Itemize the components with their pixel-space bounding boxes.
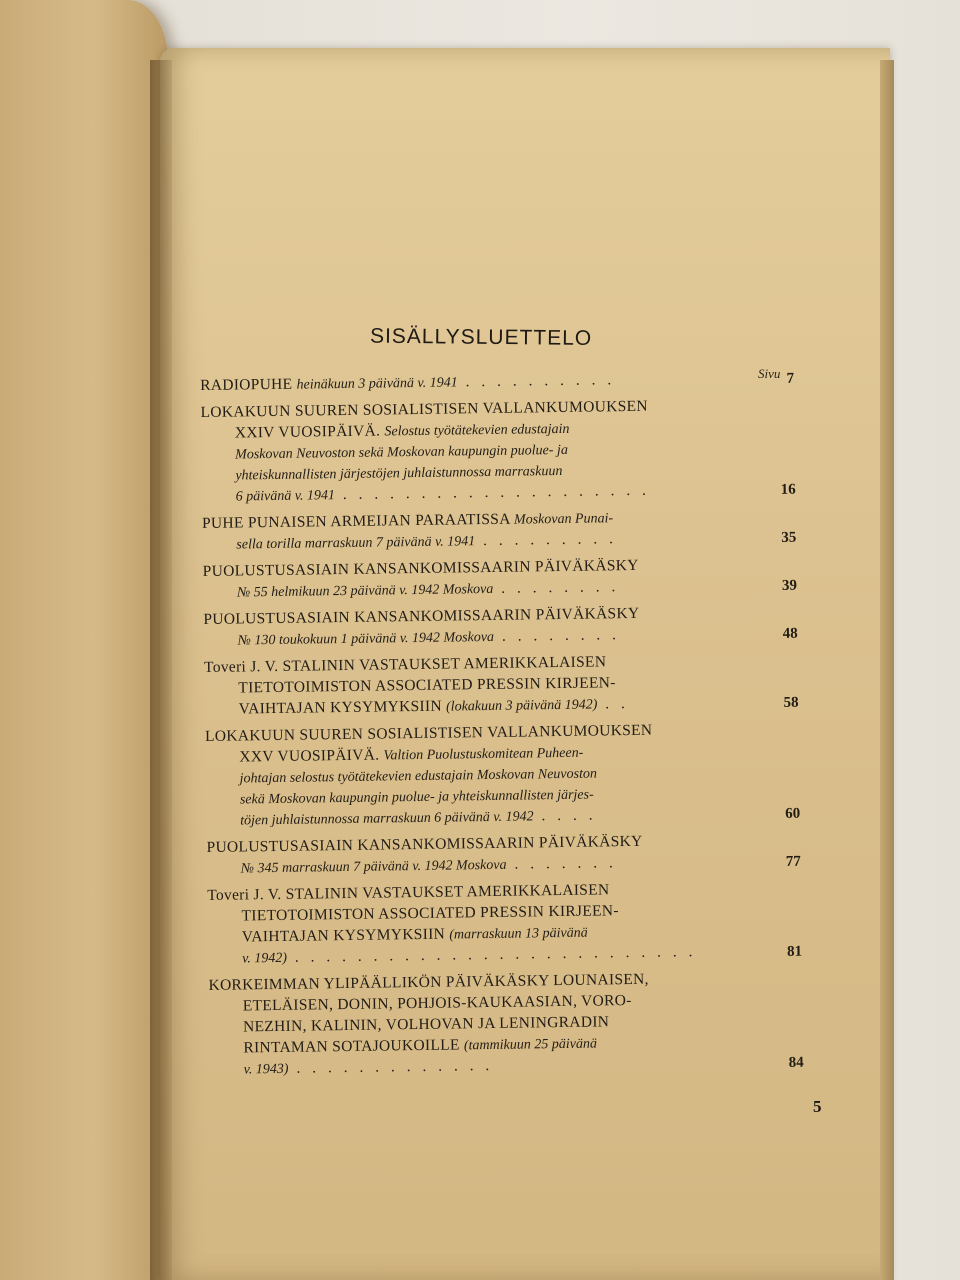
toc-entry-leader: . . . . . . . . — [493, 578, 620, 597]
toc-entry-page: 16 — [780, 481, 796, 498]
toc-entry-description: (marraskuun 13 päivänä — [449, 925, 588, 943]
toc-entry-description: Selostus työtätekevien edustajain — [384, 421, 570, 440]
page-number: 5 — [813, 1097, 822, 1116]
toc-entry-description: töjen juhlaistunnossa marraskuun 6 päivänä v. 1942 — [240, 809, 534, 829]
toc-entry-description: johtajan selostus työtätekevien edustajain Moskovan Neuvoston — [239, 766, 598, 787]
toc-entry-title: RADIOPUHE — [200, 375, 297, 394]
toc-entry-description: Valtion Puolustuskomitean Puheen- — [383, 745, 584, 764]
toc-entry-title: TIETOTOIMISTON ASSOCIATED PRESSIN KIRJEEN- — [238, 674, 616, 697]
toc-entry-page: 58 — [783, 694, 799, 711]
toc-entry-page: 39 — [781, 577, 798, 594]
toc-entry-description: 6 päivänä v. 1941 — [235, 488, 336, 505]
toc-entry-page: 77 — [785, 853, 801, 870]
toc-entry-leader: . . . . . . . . . . . . . . . . . . . . . . . . . . — [286, 943, 697, 966]
toc-entry-title: Toveri J. V. STALININ VASTAUKSET AMERIKKALAISEN — [203, 653, 607, 676]
toc-entry-title: RINTAMAN SOTAJOUKOILLE — [243, 1036, 465, 1057]
toc-entry-title: XXIV VUOSIPÄIVÄ. — [234, 422, 385, 442]
toc-entry-description: Moskovan Punai- — [513, 511, 614, 528]
toc-entry-description: (tammikuun 25 päivänä — [463, 1036, 598, 1054]
toc-entry-leader: . . . . . . . . . . — [457, 371, 616, 391]
toc-entry — [207, 878, 808, 970]
toc-entry-title: XXV VUOSIPÄIVÄ. — [239, 746, 384, 766]
toc-entry-page: 48 — [782, 625, 798, 642]
toc-entry-description: № 345 marraskuun 7 päivänä v. 1942 Moskova — [240, 857, 507, 877]
toc-entry — [204, 650, 805, 721]
toc-entry-description: sekä Moskovan kaupungin puolue- ja yhteiskunnallisten järjes- — [239, 787, 594, 808]
toc-entry-title: PUOLUSTUSASIAIN KANSANKOMISSAARIN PÄIVÄKÄSKY — [203, 604, 640, 628]
toc-entry-title: VAIHTAJAN KYSYMYKSIIN — [241, 925, 450, 946]
toc-entry-leader: . . . . — [533, 806, 597, 825]
toc-entry-page: 81 — [786, 943, 803, 960]
toc-entry-title: Toveri J. V. STALININ VASTAUKSET AMERIKKALAISEN — [207, 881, 610, 904]
toc-entry-title: TIETOTOIMISTON ASSOCIATED PRESSIN KIRJEEN- — [241, 902, 619, 925]
toc-entry-leader: . . . . . . . . . . . . . — [288, 1056, 494, 1077]
left-page — [0, 0, 168, 1280]
toc-entry-description: sella torilla marraskuun 7 päivänä v. 1941 — [236, 534, 476, 553]
toc-entry — [200, 395, 801, 508]
toc-entry-description: yhteiskunnallisten järjestöjen juhlaistunnossa marraskuun — [235, 463, 563, 484]
toc-entry-title: KORKEIMMAN YLIPÄÄLLIKÖN PÄIVÄKÄSKY LOUNAISEN, — [208, 970, 649, 994]
page-column-label: Sivu — [758, 366, 781, 381]
page-title: SISÄLLYSLUETTELO — [369, 324, 593, 350]
toc-entry-title: VAIHTAJAN KYSYMYKSIIN — [238, 697, 447, 718]
toc-entry — [205, 719, 806, 832]
page-edge — [880, 60, 894, 1280]
toc-entry-page: 60 — [785, 805, 801, 822]
toc-entry-leader: . . . . . . . . . — [475, 530, 618, 550]
toc-entry — [203, 602, 804, 652]
toc-entry-title: ETELÄISEN, DONIN, POHJOIS-KAUKAASIAN, VORO- — [242, 992, 632, 1015]
toc-entry-description: v. 1942) — [242, 950, 288, 967]
toc-entry-leader: . . . . . . . . . . . . . . . . . . . . — [334, 481, 651, 504]
toc-entry-description: Moskovan Neuvoston sekä Moskovan kaupungin puolue- ja — [235, 442, 569, 463]
toc-entry — [203, 554, 804, 604]
toc-entry — [202, 506, 803, 556]
toc-entry-page: 35 — [781, 529, 797, 546]
toc-entry — [208, 968, 809, 1081]
table-of-contents — [200, 368, 810, 1087]
toc-entry-title: PUOLUSTUSASIAIN KANSANKOMISSAARIN PÄIVÄKÄSKY — [206, 832, 643, 856]
toc-entry-title: PUOLUSTUSASIAIN KANSANKOMISSAARIN PÄIVÄKÄSKY — [202, 556, 639, 580]
toc-entry-leader: . . . . . . . . — [493, 626, 621, 645]
toc-entry-page: 7 — [786, 370, 795, 387]
toc-entry-leader: . . . . . . . — [506, 854, 617, 873]
toc-entry-title: PUHE PUNAISEN ARMEIJAN PARAATISSA — [201, 510, 515, 532]
toc-entry — [206, 830, 807, 880]
toc-entry-description: v. 1943) — [243, 1061, 289, 1078]
toc-entry-title: NEZHIN, KALININ, VOLHOVAN JA LENINGRADIN — [242, 1013, 610, 1036]
toc-entry-description: heinäkuun 3 päivänä v. 1941 — [296, 375, 458, 393]
toc-entry-description: № 130 toukokuun 1 päivänä v. 1942 Moskova — [237, 629, 495, 649]
toc-entry-description: № 55 helmikuun 23 päivänä v. 1942 Moskova — [236, 581, 494, 601]
toc-entry-title: LOKAKUUN SUUREN SOSIALISTISEN VALLANKUMOUKSEN — [200, 397, 648, 421]
toc-entry-leader: . . — [597, 695, 629, 713]
book-spine — [150, 60, 172, 1280]
toc-entry-page: 84 — [788, 1054, 804, 1071]
toc-entry-title: LOKAKUUN SUUREN SOSIALISTISEN VALLANKUMOUKSEN — [204, 721, 653, 745]
toc-entry-description: (lokakuun 3 päivänä 1942) — [445, 697, 598, 715]
